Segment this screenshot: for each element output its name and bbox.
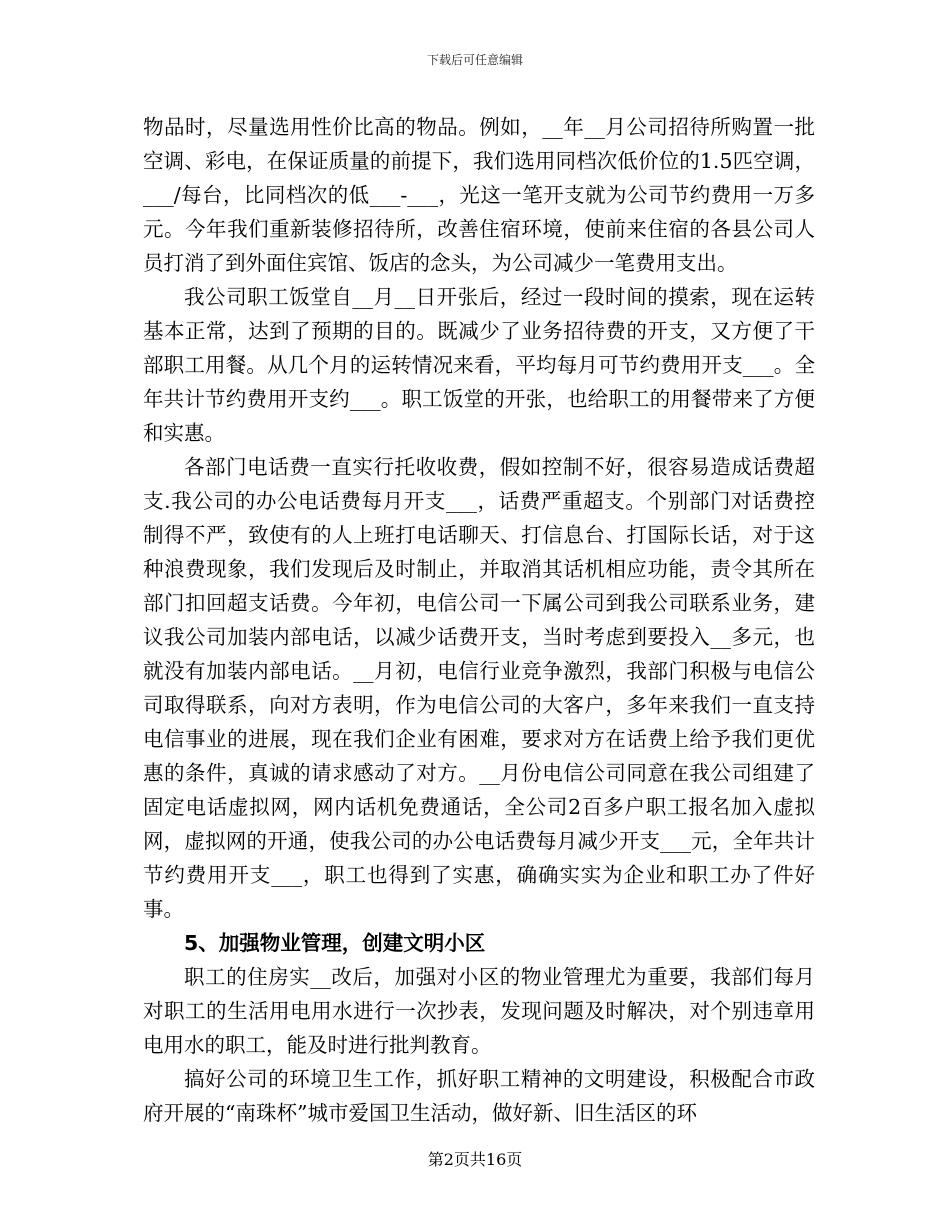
paragraph-phone-fees: 各部门电话费一直实行托收收费，假如控制不好，很容易造成话费超支.我公司的办公电话费每月开支___，话费严重超支。个别部门对话费控制得不严，致使有的人上班打电话聊天、打信息台、打国际长话，对于这种浪费现象，我们发现后及时制止，并取消其话机相应功能，责令其所在部门扣回超支话费。今年初，电信公司一下属公司到我公司联系业务，建议我公司加装内部电话，以减少话费开支，当时考虑到要投入__多元，也就没有加装内部电话。__月初，电信行业竞争激烈，我部门积极与电信公司取得联系，向对方表明，作为电信公司的大客户，多年来我们一直支持电信事业的进展，现在我们企业有困难，要求对方在话费上给予我们更优惠的条件，真诚的请求感动了对方。__月份电信公司同意在我公司组建了固定电话虚拟网，网内话机免费通话，全公司2百多户职工报名加入虚拟网，虚拟网的开通，使我公司的办公电话费每月减少开支___元，全年共计节约费用开支___，职工也得到了实惠，确确实实为企业和职工办了件好事。 — [143, 455, 815, 921]
page-header: 下载后可任意编辑 — [426, 53, 523, 67]
paragraph-environment-hygiene: 搞好公司的环境卫生工作，抓好职工精神的文明建设，积极配合市政府开展的“南珠杯”城市爱国卫生活动，做好新、旧生活区的环 — [143, 1067, 815, 1125]
paragraph-property-management: 职工的住房实__改后，加强对小区的物业管理尤为重要，我部们每月对职工的生活用电用水进行一次抄表，发现问题及时解决，对个别违章用电用水的职工，能及时进行批判教育。 — [143, 965, 815, 1057]
paragraph-canteen: 我公司职工饭堂自__月__日开张后，经过一段时间的摸索，现在运转基本正常，达到了预期的目的。既减少了业务招待费的开支，又方便了干部职工用餐。从几个月的运转情况来看，平均每月可节约费用开支___。全年共计节约费用开支约___。职工饭堂的开张，也给职工的用餐带来了方便和实惠。 — [143, 285, 815, 445]
page-number: 第2页共16页 — [427, 1150, 523, 1169]
paragraph-continuation: 物品时，尽量选用性价比高的物品。例如，__年__月公司招待所购置一批空调、彩电，在保证质量的前提下，我们选用同档次低价位的1.5匹空调，___/每台，比同档次的低___-___，光这一笔开支就为公司节约费用一万多元。今年我们重新装修招待所，改善住宿环境，使前来住宿的各县公司人员打消了到外面住宾馆、饭店的念头，为公司减少一笔费用支出。 — [143, 115, 815, 275]
document-body — [143, 110, 815, 1130]
section-heading-5: 5、加强物业管理，创建文明小区 — [184, 931, 486, 955]
